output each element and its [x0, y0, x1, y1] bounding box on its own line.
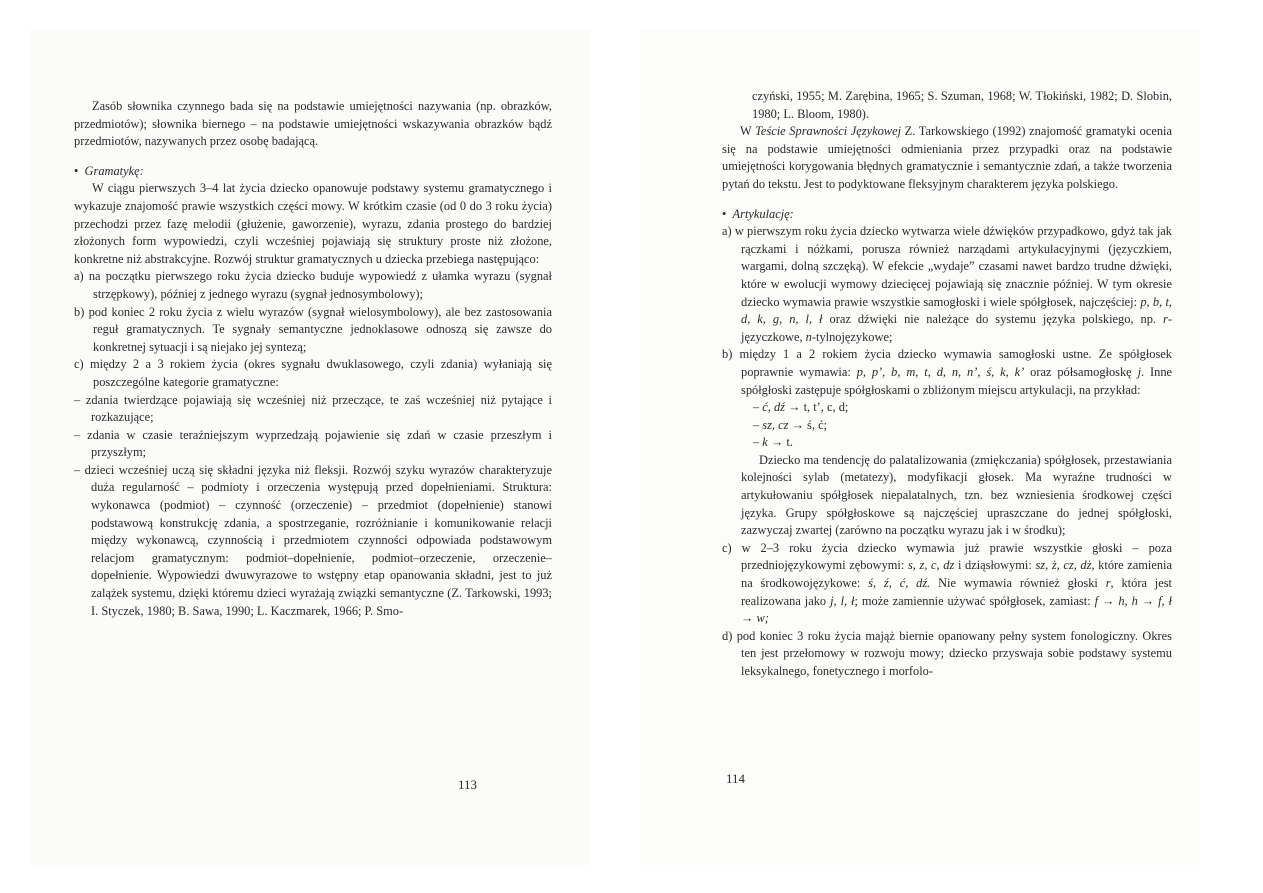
dash-item-1: – zdania twierdzące pojawiają się wcześniej niż przeczące, te zaś wcześniej niż pytające i rozkazujące;: [74, 392, 552, 425]
list-item-a: a) w pierwszym roku życia dziecko wytwarza wiele dźwięków przypadkowo, gdyż tak jak rączkami i nóżkami, porusza również narządami artykulacyjnymi (języczkiem, wargami, dolną szczęką). W efekcie „wydaje” czasami nawet bardzo trudne dźwięki, które w ewolucji wymowy dziecięcej pojawiają się znacznie później. W tym okresie dziecko wymawia prawie wszystkie samogłoski i wiele spółgłosek, najczęściej: p, b, t, d, k, g, n, l, ł oraz dźwięki nie należące do systemu języka polskiego, np. r-języczkowe, n-tylnojęzykowe;: [722, 224, 1172, 344]
list-item-c: c) między 2 a 3 rokiem życia (okres sygnału dwuklasowego, czyli zdania) wyłaniają się poszczególne kategorie gramatyczne:: [74, 357, 552, 389]
bullet-heading-grammar: • Gramatykę:: [74, 163, 144, 178]
sub-item-1: – ć, dź → t, t’, c, d;: [753, 400, 849, 415]
list-item-d: d) pod koniec 3 roku życia mająż biernie opanowany pełny system fonologiczny. Okres ten jest przełomowy w rozwoju mowy; dziecko przyswaja sobie podstawy systemu leksykalnego, fonetycznego i morfolo-: [722, 628, 1172, 678]
dash-item-2: – zdania w czasie teraźniejszym wyprzedzają pojawienie się zdań w czasie przeszłym i przyszłym;: [74, 427, 552, 460]
right-page-text: [722, 88, 1172, 681]
dash-item-3: – dzieci wcześniej uczą się składni języka niż fleksji. Rozwój szyku wyrazów charakteryzuje duża regularność – podmioty i orzeczenia występują przed dopełnieniami. Struktura: wykonawca (podmiot) – czynność (orzeczenie) – przedmiot (dopełnienie) stanowi podstawową konstrukcję zdania, a spostrzeganie, rozróżnianie i komunikowanie relacji między wykonawcą, czynnością i przedmiotem czynności odpowiada podstawowym relacjom gramatycznym: podmiot–dopełnienie, podmiot–orzeczenie, orzeczenie–dopełnienie. Wypowiedzi dwuwyrazowe to wstępny etap opanowania składni, jest to już zalążek systemu, dzięki któremu dzieci wyrażają związki semantyczne (Z. Tarkowski, 1993; I. Styczek, 1980; B. Sawa, 1990; L. Kaczmarek, 1966; P. Smo-: [74, 462, 552, 618]
list-item-b: b) między 1 a 2 rokiem życia dziecko wymawia samogłoski ustne. Ze spółgłosek poprawnie wymawia: p, p’, b, m, t, d, n, n’, ś, k, k’ oraz półsamogłoskę j. Inne spółgłoski zastępuje spółgłoskami o zbliżonym miejscu artykulacji, na przykład:: [722, 347, 1173, 397]
list-item-c: c) w 2–3 roku życia dziecko wymawia już prawie wszystkie głoski – poza przedniojęzykowymi zębowymi: s, z, c, dz i dziąsłowymi: sz, ż, cz, dż, które zamienia na środkowojęzykowe: ś, ź, ć, dź. Nie wymawia również głoski r, która jest realizowana jako j, l, ł; może zamiennie używać spółgłosek, zamiast: f → h, h → f, ł → w;: [722, 540, 1172, 626]
list-item-a: a) na początku pierwszego roku życia dziecko buduje wypowiedź z ułamka wyrazu (sygnał strzępkowy), później z jednego wyrazu (sygnał jednosymbolowy);: [74, 269, 552, 301]
left-page: [30, 30, 590, 865]
heading-text: Gramatykę:: [84, 163, 144, 178]
paragraph-intro: Zasób słownika czynnego bada się na podstawie umiejętności nazywania (np. obrazków, przedmiotów); słownika biernego – na podstawie umiejętności wskazywania obrazków bądź przedmiotów, nazywanych przez osobę badającą.: [74, 99, 552, 149]
sub-item-2: – sz, cz → ś, ć;: [753, 417, 828, 432]
left-page-text: [74, 98, 552, 620]
bullet-heading-articulation: • Artykulację:: [722, 206, 794, 221]
heading-text: Artykulację:: [732, 206, 794, 221]
paragraph-test: W Teście Sprawności Językowej Z. Tarkowskiego (1992) znajomość gramatyki ocenia się na podstawie umiejętności odmieniania przez przypadki oraz na podstawie umiejętności korygowania błędnych gramatycznie i semantycznie zdań, a także tworzenia pytań do tekstu. Jest to podyktowane fleksyjnym charakterem języka polskiego.: [722, 124, 1172, 191]
sub-paragraph: Dziecko ma tendencję do palatalizowania (zmiękczania) spółgłosek, przestawiania kolejności sylab (metatezy), modyfikacji głosek. Ma wyraźne trudności w artykułowaniu spółgłosek niepalatalnych, tzn. bez wzniesienia środkowej części języka. Grupy spółgłoskowe są najczęściej upraszczane do jednej spółgłoski, zazwyczaj zwartej (zarówno na początku wyrazu jak i w środku);: [741, 452, 1172, 538]
sub-item-3: – k → t.: [753, 435, 793, 450]
right-page: [640, 30, 1200, 865]
page-number: 113: [458, 777, 478, 792]
paragraph-grammar: W ciągu pierwszych 3–4 lat życia dziecko opanowuje podstawy systemu gramatycznego i wykazuje znajomość prawie wszystkich części mowy. W krótkim czasie (od 0 do 3 roku życia) przechodzi przez fazę melodii (głużenie, gaworzenie), wyrazu, zdania prostego do bardziej złożonych form wypowiedzi, czyli wcześniej pojawiają się struktury proste niż złożone, konkretne niż abstrakcyjne. Rozwój struktur gramatycznych u dziecka przebiega następująco:: [74, 181, 552, 266]
page-number: 114: [726, 771, 746, 786]
list-item-b: b) pod koniec 2 roku życia z wielu wyrazów (sygnał wielosymbolowy), ale bez zastosowania reguł gramatycznych. Te sygnały semantyczne jednoklasowe odnoszą się zawsze do konkretnej sytuacji i są niejako jej syntezą;: [74, 304, 552, 354]
paragraph-continuation: czyński, 1955; M. Zarębina, 1965; S. Szuman, 1968; W. Tłokiński, 1982; D. Slobin, 1980; L. Bloom, 1980).: [752, 89, 1172, 121]
